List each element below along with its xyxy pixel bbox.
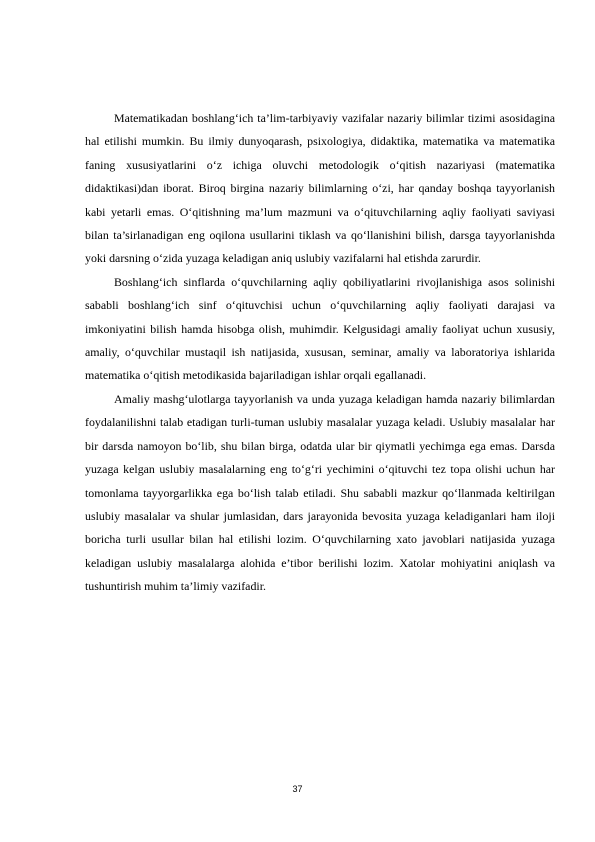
paragraph-2: Boshlang‘ich sinflarda o‘quvchilarning aqliy qobiliyatlarini rivojlanishiga asos solinishi sababli boshlang‘ich sinf o‘qituvchisi uchun o‘quvchilarning aqliy faoliyati darajasi va imkoniyatini bilish hamda hisobga olish, muhimdir. Kelgusidagi amaliy faoliyat uchun xususiy, amaliy, o‘quvchilar mustaqil ish natijasida, xususan, seminar, amaliy va laboratoriya ishlarida matematika o‘qitish metodikasida bajariladigan ishlar orqali egallanadi. bbox=[85, 274, 555, 383]
page-number: 37 bbox=[292, 784, 303, 794]
document-body bbox=[85, 107, 555, 599]
paragraph-1: Matematikadan boshlang‘ich ta’lim-tarbiyaviy vazifalar nazariy bilimlar tizimi asosidagina hal etilishi mumkin. Bu ilmiy dunyoqarash, psixologiya, didaktika, matematika va matematika faning xususiyatlarini o‘z ichiga oluvchi metodologik o‘qitish nazariyasi (matematika didaktikasi)dan iborat. Biroq birgina nazariy bilimlarning o‘zi, har qanday boshqa tayyorlanish kabi yetarli emas. O‘qitishning ma’lum mazmuni va o‘qituvchilarning aqliy faoliyati saviyasi bilan ta’sirlanadigan eng oqilona usullarini tiklash va qo‘llanishini bilish, darsga tayyorlanishda yoki darsning o‘zida yuzaga keladigan aniq uslubiy vazifalarni hal etishda zarurdir. bbox=[85, 111, 555, 266]
paragraph-3: Amaliy mashg‘ulotlarga tayyorlanish va unda yuzaga keladigan hamda nazariy bilimlardan foydalanilishni talab etadigan turli-tuman uslubiy masalalar yuzaga keladi. Uslubiy masalalar har bir darsda namoyon bo‘lib, shu bilan birga, odatda ular bir qiymatli yechimga ega emas. Darsda yuzaga kelgan uslubiy masalalarning eng to‘g‘ri yechimini o‘qituvchi tez topa olishi uchun har tomonlama tayyorgarlikka ega bo‘lish talab etiladi. Shu sababli mazkur qo‘llanmada keltirilgan uslubiy masalalar va shular jumlasidan, dars jarayonida bevosita yuzaga keladiganlari ham iloji boricha turli usullar bilan hal etilishi lozim. O‘quvchilarning xato javoblari natijasida yuzaga keladigan uslubiy masalalarga alohida e’tibor berilishi lozim. Xatolar mohiyatini aniqlash va tushuntirish muhim ta’limiy vazifadir. bbox=[85, 391, 555, 594]
